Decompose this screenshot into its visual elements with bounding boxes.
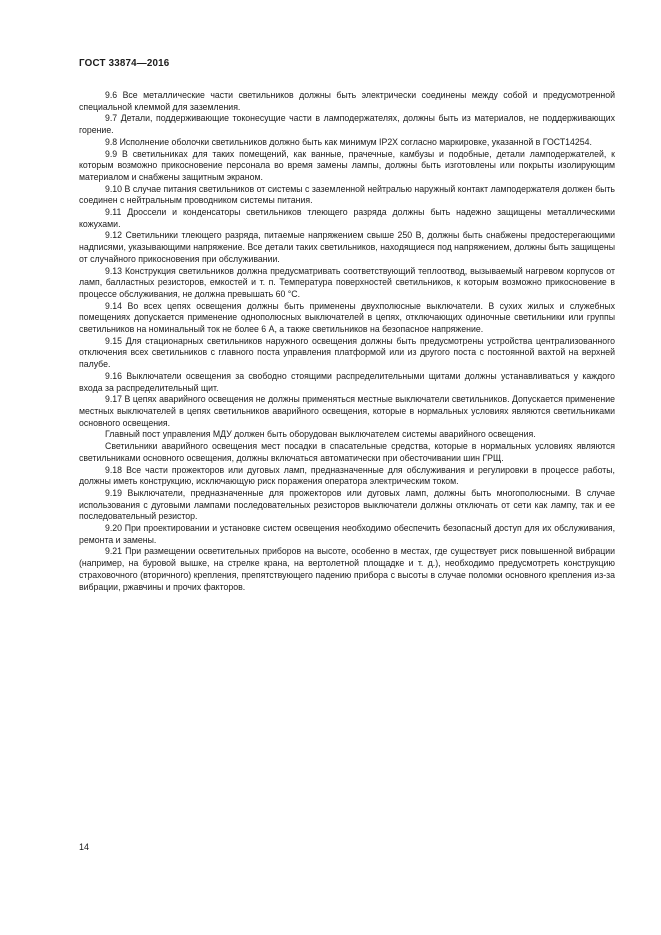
paragraph: 9.10 В случае питания светильников от системы с заземленной нейтралью наружный контакт ламподержателя должен быть соединен с нейтральным проводником системы питания. [79,183,615,206]
page-number: 14 [79,842,90,852]
paragraph: Светильники аварийного освещения мест посадки в спасательные средства, которые в нормальных условиях являются светильниками основного освещения, должны включаться автоматически при обесточивании шин ГРЩ. [79,441,615,463]
paragraph: 9.7 Детали, поддерживающие токонесущие части в ламподержателях, должны быть из материалов, не поддерживающих горение. [79,113,615,136]
paragraph: 9.16 Выключатели освещения за свободно стоящими распределительными щитами должны устанавливаться у каждого входа за распределительный щит. [79,370,615,393]
paragraph: 9.6 Все металлические части светильников должны быть электрически соединены между собой и предусмотренной специальной клеммой для заземления. [79,90,615,112]
paragraph: 9.14 Во всех цепях освещения должны быть применены двухполюсные выключатели. В сухих жилых и служебных помещениях допускается применение однополюсных выключателей в цепях, отключающих одиночные светильники или группы светильников на номинальный ток не более 6 А, а также светильников на безопасное напряжение. [79,300,615,335]
paragraph: 9.11 Дроссели и конденсаторы светильников тлеющего разряда должны быть надежно защищены металлическими кожухами. [79,207,615,229]
paragraph: 9.12 Светильники тлеющего разряда, питаемые напряжением свыше 250 В, должны быть снабжены предостерегающими надписями, указывающими напряжение. Все детали таких светильников, находящиеся под напряжением, должны быть защищены от случайного прикосновения при обслуживании. [79,230,615,264]
paragraph: 9.18 Все части прожекторов или дуговых ламп, предназначенные для обслуживания и регулировки в процессе работы, должны иметь конструкцию, исключающую риск поражения оператора электрическим током. [79,464,615,487]
paragraph: 9.20 При проектировании и установке систем освещения необходимо обеспечить безопасный доступ для их обслуживания, ремонта и замены. [79,523,615,545]
document-body [79,90,615,593]
document-header: ГОСТ 33874—2016 [79,58,170,69]
paragraph: Главный пост управления МДУ должен быть оборудован выключателем системы аварийного освещения. [105,429,536,440]
paragraph: 9.8 Исполнение оболочки светильников должно быть как минимум IP2X согласно маркировке, указанной в ГОСТ14254. [105,136,592,147]
paragraph: 9.17 В цепях аварийного освещения не должны применяться местные выключатели светильников. Допускается применение местных выключателей в цепях светильников аварийного освещения, которые в нормальных условиях являются светильниками основного освещения. [79,394,615,428]
paragraph: 9.19 Выключатели, предназначенные для прожекторов или дуговых ламп, должны быть многополюсными. В случае использования с дуговыми лампами последовательных резисторов выключатели должны отключать от сети как лампу, так и ее последовательный резистор. [79,487,615,522]
paragraph: 9.13 Конструкция светильников должна предусматривать соответствующий теплоотвод, вызываемый нагревом корпусов от ламп, балластных резисторов, емкостей и т. п. Температура поверхностей светильников, к которым возможно прикосновение в процессе обслуживания, не должна превышать 60 °С. [79,265,615,299]
paragraph: 9.15 Для стационарных светильников наружного освещения должны быть предусмотрены устройства централизованного отключения всех светильников с главного поста управления платформой или из другого поста с постоянной вахтой на верхней палубе. [79,335,615,370]
paragraph: 9.9 В светильниках для таких помещений, как ванные, прачечные, камбузы и подобные, детали ламподержателей, к которым возможно прикосновение персонала во время замены лампы, должны быть изготовлены или покрыты изолирующим материалом и снабжены защитным экраном. [79,148,615,182]
paragraph: 9.21 При размещении осветительных приборов на высоте, особенно в местах, где существует риск повышенной вибрации (например, на буровой вышке, на стрелке крана, на вертолетной площадке и т. д.), необходимо предусмотреть конструкцию страховочного (вторичного) крепления, препятствующего падению прибора с высоты в случае поломки основного крепления из-за вибрации, ржавчины и прочих факторов. [79,546,615,592]
